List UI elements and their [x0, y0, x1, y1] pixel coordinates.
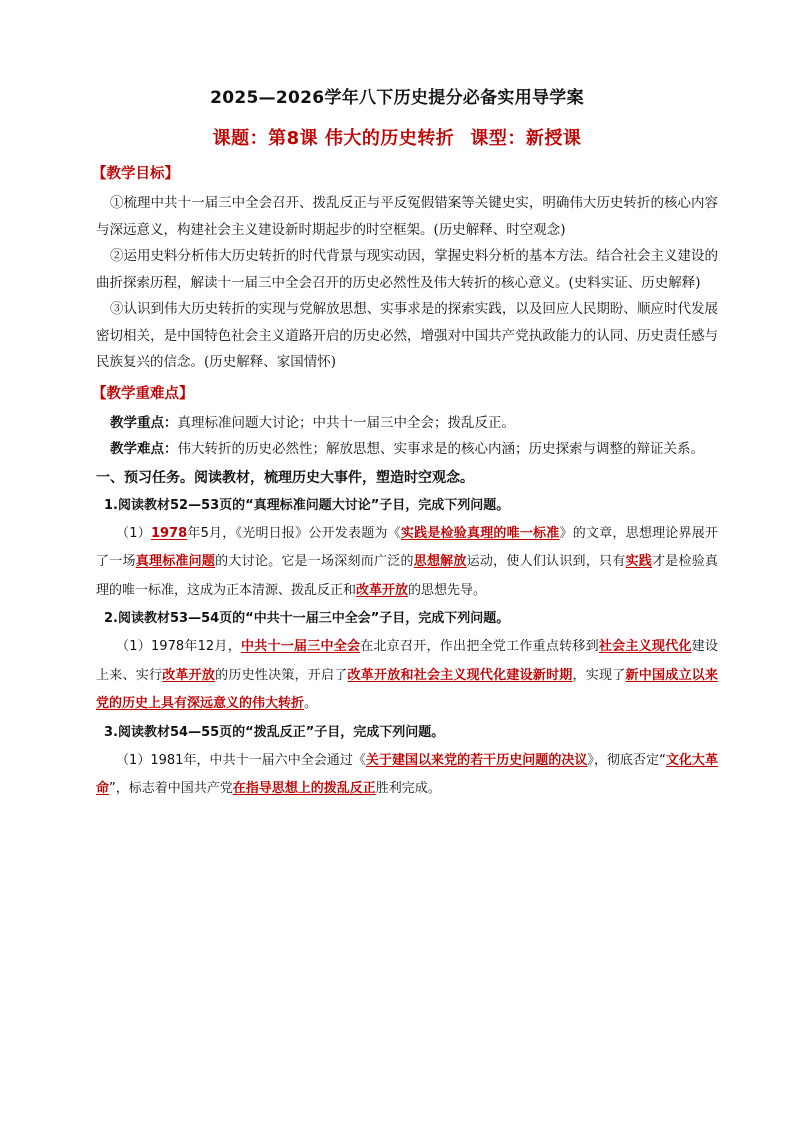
difficulty-text: 伟大转折的历史必然性；解放思想、实事求是的核心内涵；历史探索与调整的辩证关系。: [177, 441, 704, 457]
answer-blank: 关于建国以来党的若干历史问题的决议: [365, 752, 588, 768]
answer-blank: 改革开放: [162, 667, 216, 683]
difficulty-label: 教学难点：: [110, 441, 178, 457]
text-run: 的思想先导。: [408, 582, 487, 598]
text-run: 》的文章，思想理论界展开了一场: [96, 525, 718, 569]
answer-blank: 思想解放: [413, 554, 467, 569]
text-run: ，实现了: [572, 667, 626, 683]
goal-2: ②运用史料分析伟大历史转折的时代背景与现实动因，掌握史料分析的基本方法。结合社会主义建设的曲折探索历程，解读十一届三中全会召开的历史必然性及伟大转折的核心意义。(史料实证、历史解释): [96, 248, 718, 291]
text-run: ”，标志着中国共产党: [109, 781, 233, 796]
section-2-heading: 2.阅读教材53—54页的“中共十一届三中全会”子目，完成下列问题。: [104, 611, 510, 626]
text-run: 》，彻底否定“: [587, 752, 666, 768]
answer-blank: 在指导思想上的拨乱反正: [232, 781, 376, 796]
goal-1: ①梳理中共十一届三中全会召开、拨乱反正与平反冤假错案等关键史实，明确伟大历史转折的核心内容与深远意义，构建社会主义建设新时期起步的时空框架。(历史解释、时空观念): [96, 195, 718, 238]
text-run: 的大讨论。它是一场深刻而广泛的: [215, 554, 414, 569]
keypoints-heading: 【教学重难点】: [92, 385, 194, 402]
answer-blank: 改革开放和社会主义现代化建设新时期: [347, 667, 573, 683]
section-1-question: [96, 520, 718, 606]
document-title: 2025—2026学年八下历史提分必备实用导学案: [210, 88, 584, 108]
lesson-subtitle: [0, 124, 794, 150]
answer-blank: 改革开放: [356, 582, 409, 598]
answer-blank: 1978: [150, 525, 188, 541]
focus-text: 真理标准问题大讨论；中共十一届三中全会；拨乱反正。: [177, 414, 515, 431]
section-3-heading: 3.阅读教材54—55页的“拨乱反正”子目，完成下列问题。: [104, 724, 445, 740]
section-2-question: [96, 633, 718, 719]
section-3-question: [96, 747, 718, 804]
answer-blank: 中共十一届三中全会: [240, 639, 361, 654]
answer-blank: 文化大革命: [96, 752, 718, 796]
answer-blank: 社会主义现代化: [598, 639, 692, 654]
lesson-type: 课型：新授课: [470, 128, 582, 149]
text-run: （1）1978年12月，: [116, 639, 241, 654]
text-run: 才是检验真理的唯一标准，这成为正本清源、拨乱反正和: [96, 554, 718, 598]
preview-heading: 一、预习任务。阅读教材，梳理历史大事件，塑造时空观念。: [96, 469, 474, 486]
text-run: 建设上来、实行: [96, 639, 718, 683]
section-1-heading: 1.阅读教材52—53页的“真理标准问题大讨论”子目，完成下列问题。: [104, 497, 510, 513]
text-run: 在北京召开，作出把全党工作重点转移到: [360, 639, 599, 654]
text-run: 。: [304, 696, 318, 711]
document-body: [92, 162, 718, 804]
text-run: 的历史性决策，开启了: [215, 667, 348, 683]
text-run: 胜利完成。: [375, 781, 441, 796]
answer-blank: 实践是检验真理的唯一标准: [400, 525, 560, 541]
teaching-difficulty: [96, 436, 718, 463]
goals-heading: 【教学目标】: [92, 166, 179, 182]
text-run: 年5月，《光明日报》公开发表题为《: [187, 525, 401, 541]
goal-3: ③认识到伟大历史转折的实现与党解放思想、实事求是的探索实践，以及回应人民期盼、顺应时代发展密切相关，是中国特色社会主义道路开启的历史必然，增强对中国共产党执政能力的认同、历史责任感与民族复兴的信念。(历史解释、家国情怀): [96, 301, 718, 370]
answer-blank: 新中国成立以来党的历史上具有深远意义的伟大转折: [96, 667, 718, 711]
answer-blank: 实践: [625, 554, 652, 569]
focus-label: 教学重点：: [110, 414, 178, 431]
answer-blank: 真理标准问题: [135, 554, 216, 569]
text-run: （1）: [116, 525, 151, 541]
text-run: 运动，使人们认识到，只有: [466, 554, 626, 569]
text-run: （1）1981年，中共十一届六中全会通过《: [116, 752, 366, 768]
teaching-focus: [96, 410, 718, 437]
lesson-topic: 课题：第8课 伟大的历史转折: [212, 128, 455, 149]
